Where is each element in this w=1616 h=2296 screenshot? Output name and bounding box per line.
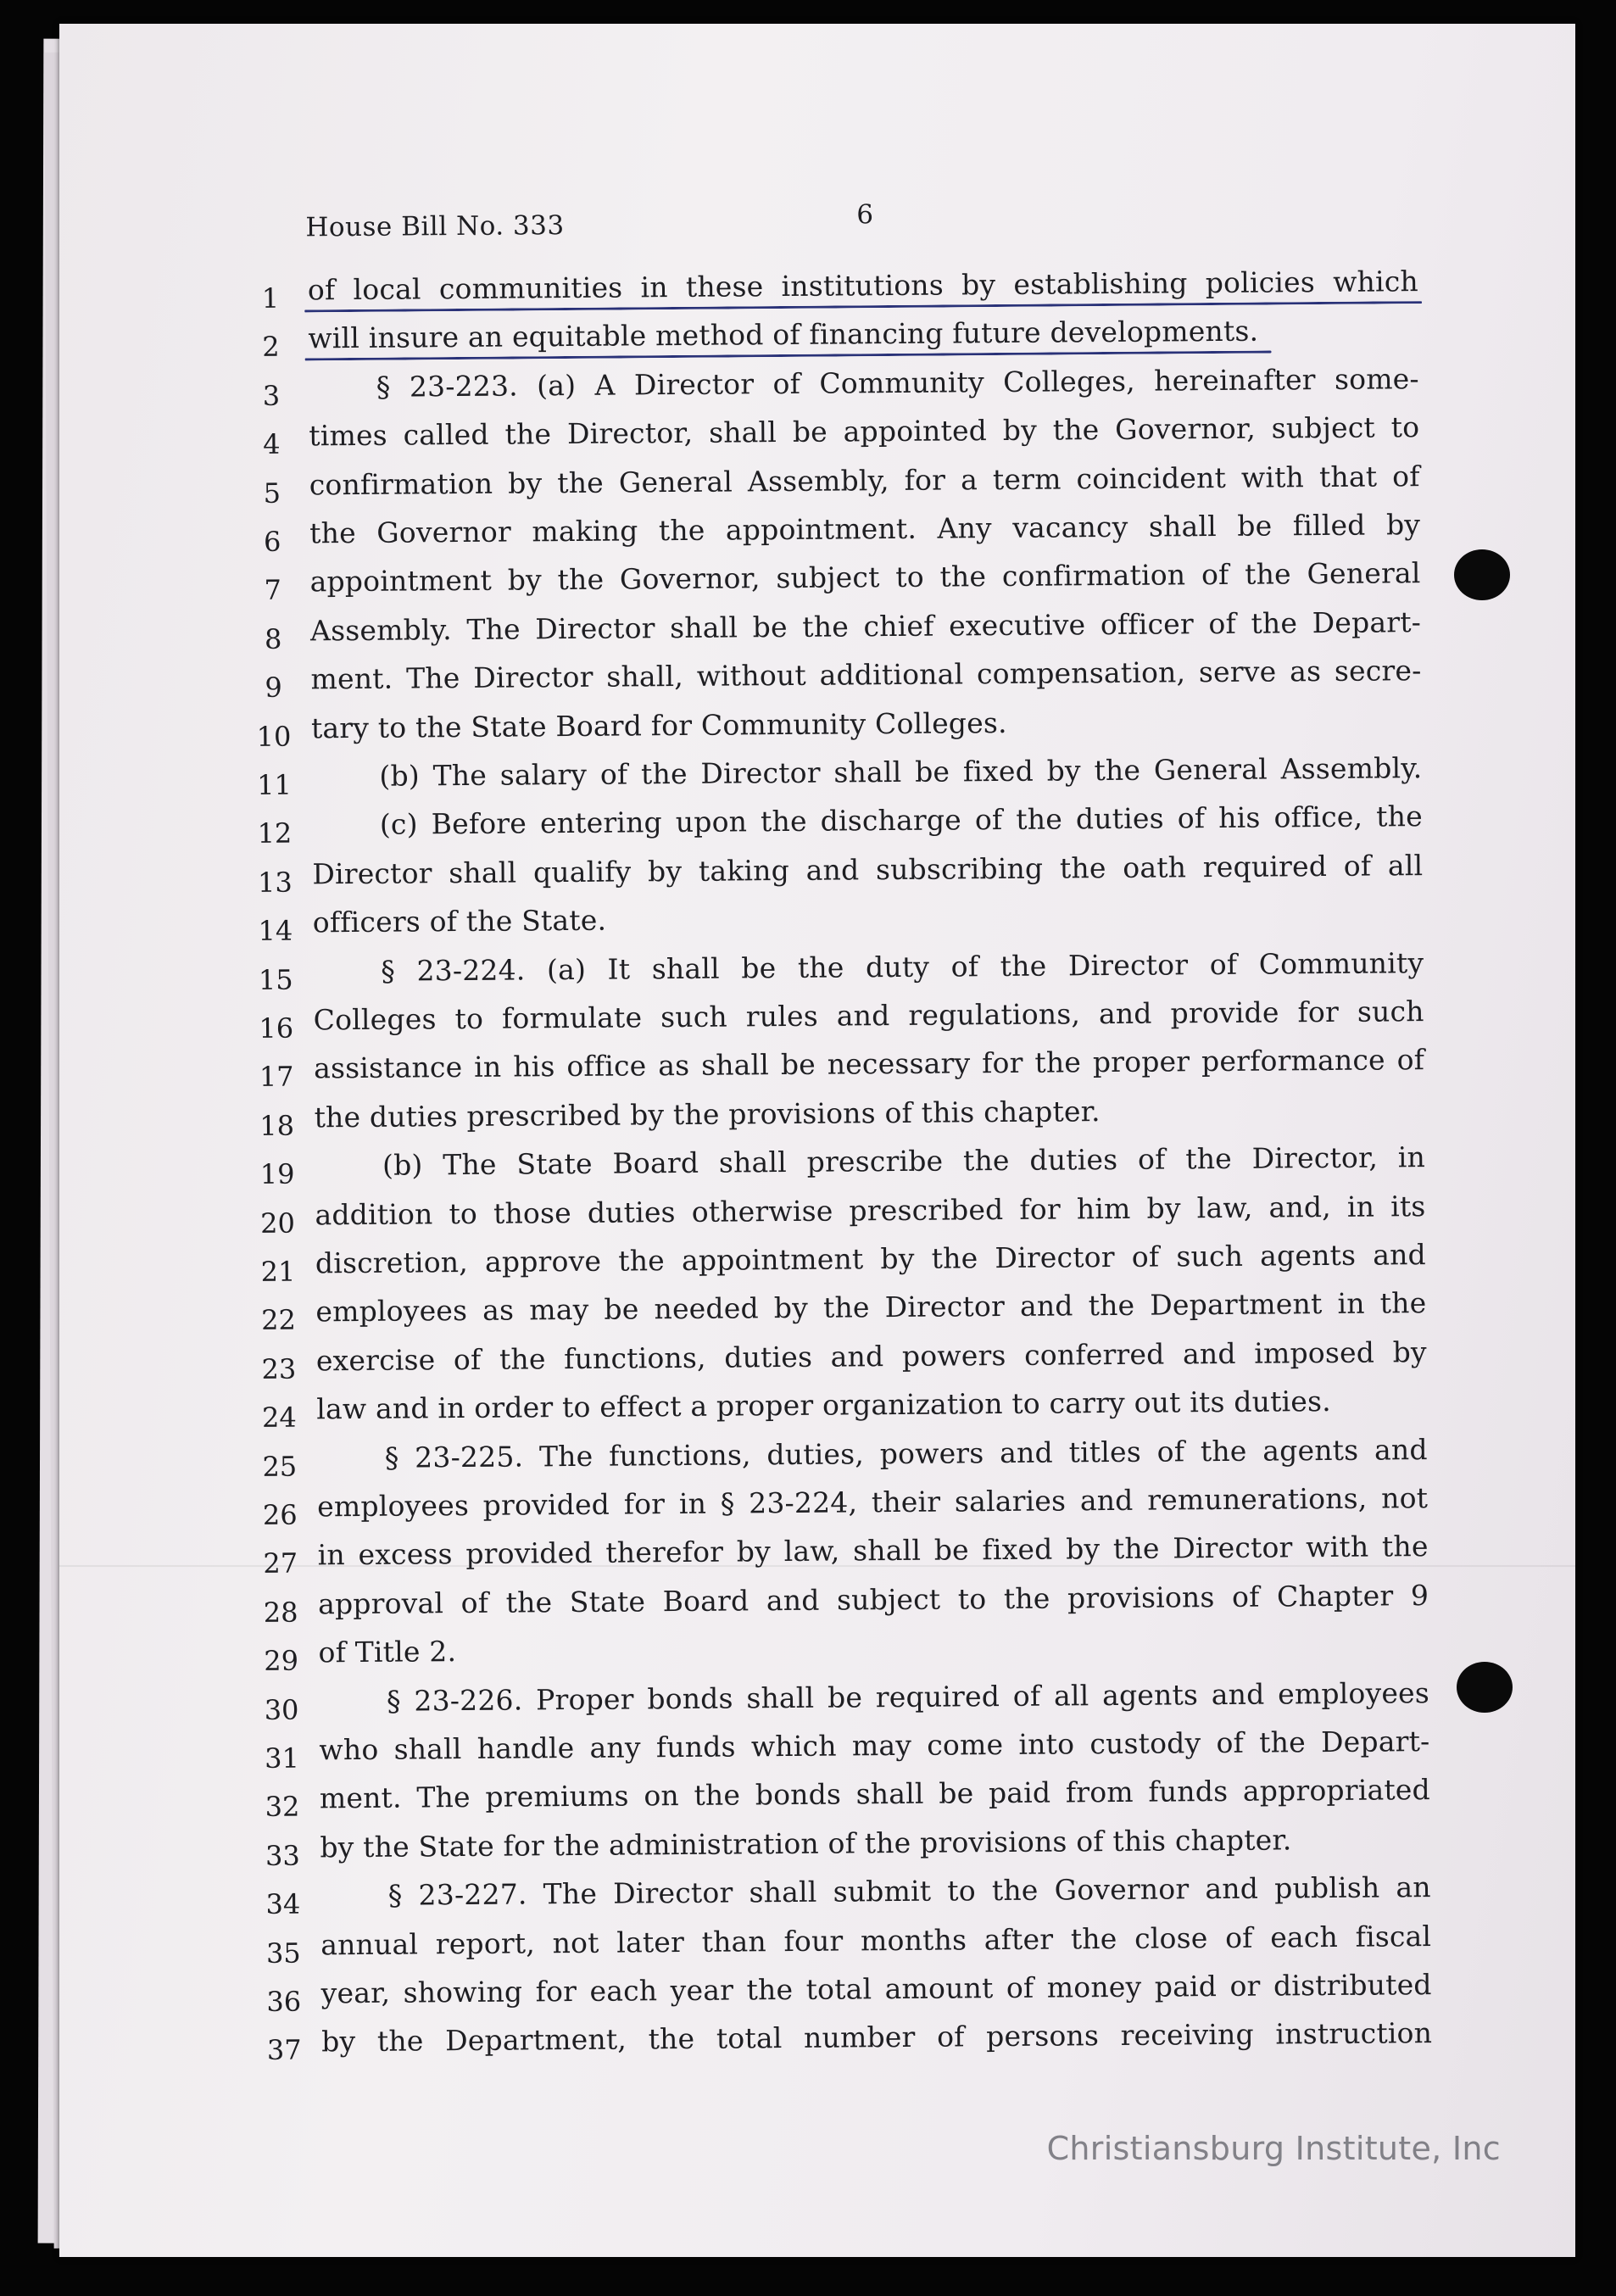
line-number: 9 (265, 671, 282, 705)
document-page (59, 24, 1575, 2257)
line-number: 19 (259, 1157, 295, 1191)
line-number: 1 (261, 281, 280, 315)
line-text: discretion, approve the appointment by the Director of such agents and (315, 1238, 1427, 1280)
line-number: 8 (264, 622, 282, 655)
punch-hole (1457, 1662, 1513, 1713)
line-text: employees provided for in § 23-224, their salaries and remunerations, not (317, 1481, 1429, 1524)
line-number: 22 (260, 1303, 296, 1337)
line-text: ment. The Director shall, without additional compensation, serve as secre- (310, 654, 1422, 696)
line-text: of Title 2. (318, 1635, 457, 1669)
line-number: 20 (260, 1207, 296, 1240)
line-number: 25 (262, 1450, 298, 1483)
line-number: 26 (262, 1498, 298, 1531)
line-text: ment. The premiums on the bonds shall be paid from funds appropriated (319, 1773, 1431, 1815)
page-number: 6 (856, 199, 874, 231)
line-number: 31 (265, 1742, 300, 1775)
line-number: 15 (258, 963, 293, 996)
line-text: will insure an equitable method of financing future developments. (308, 315, 1259, 355)
line-text: (b) The salary of the Director shall be fixed by the General Assembly. (379, 751, 1423, 793)
line-number: 32 (265, 1790, 300, 1824)
line-text: the duties prescribed by the provisions of this chapter. (314, 1094, 1101, 1134)
line-text: § 23-227. The Director shall submit to the Governor and publish an (387, 1870, 1431, 1912)
line-text: times called the Director, shall be appointed by the Governor, subject to (309, 410, 1420, 453)
line-text: § 23-226. Proper bonds shall be required of all agents and employees (386, 1675, 1430, 1718)
line-text: Colleges to formulate such rules and regulations, and provide for such (313, 995, 1424, 1037)
line-text: by the Department, the total number of persons receiving instruction (321, 2016, 1433, 2059)
line-number: 2 (262, 331, 280, 364)
line-number: 4 (263, 427, 281, 461)
line-text: year, showing for each year the total amount of money paid or distributed (320, 1968, 1432, 2010)
line-text: exercise of the functions, duties and powers conferred and imposed by (315, 1335, 1427, 1378)
line-text: assistance in his office as shall be necessary for the proper performance of (313, 1043, 1425, 1085)
line-number: 6 (263, 525, 281, 558)
line-text: Assembly. The Director shall be the chief executive officer of the Depart- (309, 605, 1422, 648)
line-text: confirmation by the General Assembly, for a term coincident with that of (309, 459, 1420, 502)
text-line (259, 2015, 1446, 2073)
line-text: by the State for the administration of the provisions of this chapter. (320, 1823, 1292, 1864)
line-text: who shall handle any funds which may come into custody of the Depart- (319, 1725, 1430, 1767)
line-number: 21 (260, 1255, 296, 1288)
line-text: of local communities in these institutions by establishing policies which (307, 265, 1419, 307)
line-number: 34 (265, 1887, 301, 1921)
line-number: 7 (264, 574, 282, 607)
line-number: 37 (266, 2033, 302, 2067)
bill-title: House Bill No. 333 (305, 210, 565, 243)
line-number: 17 (259, 1060, 294, 1094)
line-text: law and in order to effect a proper organization to carry out its duties. (316, 1385, 1332, 1426)
line-number: 23 (261, 1352, 297, 1385)
watermark-text: Christiansburg Institute, Inc (1046, 2130, 1501, 2167)
line-number: 35 (265, 1937, 301, 1970)
line-number: 13 (257, 866, 293, 899)
line-number: 12 (257, 816, 293, 850)
line-number: 5 (263, 476, 281, 510)
line-text: § 23-224. (a) It shall be the duty of the Director of Community (381, 945, 1424, 988)
line-number: 18 (259, 1109, 295, 1142)
line-text: annual report, not later than four months after the close of each fiscal (320, 1919, 1432, 1961)
line-number: 28 (263, 1596, 298, 1629)
line-number: 16 (259, 1011, 294, 1045)
line-number: 30 (264, 1693, 299, 1726)
line-number: 33 (265, 1839, 300, 1872)
line-text: in excess provided therefor by law, shall be fixed by the Director with the (317, 1530, 1429, 1572)
line-text: tary to the State Board for Community Colleges. (310, 705, 1007, 744)
line-number: 3 (262, 379, 281, 412)
line-text: § 23-225. The functions, duties, powers and titles of the agents and (384, 1432, 1428, 1474)
line-text: (c) Before entering upon the discharge of the duties of his office, the (379, 800, 1424, 842)
bill-text-block (244, 180, 1433, 2067)
line-text: § 23-223. (a) A Director of Community Colleges, hereinafter some- (376, 361, 1419, 404)
punch-hole (1454, 549, 1510, 600)
line-text: Director shall qualify by taking and subscribing the oath required of all (312, 848, 1424, 891)
line-number: 36 (266, 1985, 302, 2018)
line-number: 10 (256, 720, 292, 753)
page-header (305, 180, 1407, 243)
line-number: 14 (258, 914, 293, 948)
line-text: officers of the State. (312, 903, 607, 939)
line-text: (b) The State Board shall prescribe the duties of the Director, in (382, 1140, 1426, 1182)
line-number: 11 (257, 768, 293, 801)
line-text: approval of the State Board and subject to the provisions of Chapter 9 (317, 1578, 1429, 1621)
line-text: appointment by the Governor, subject to the confirmation of the General (309, 556, 1421, 599)
line-number: 27 (263, 1546, 298, 1580)
line-text: employees as may be needed by the Director and the Department in the (315, 1286, 1427, 1329)
line-text: addition to those duties otherwise prescribed for him by law, and, in its (315, 1189, 1426, 1231)
line-number: 29 (264, 1644, 299, 1678)
line-number: 24 (261, 1401, 297, 1435)
line-text: the Governor making the appointment. Any vacancy shall be filled by (309, 508, 1421, 550)
